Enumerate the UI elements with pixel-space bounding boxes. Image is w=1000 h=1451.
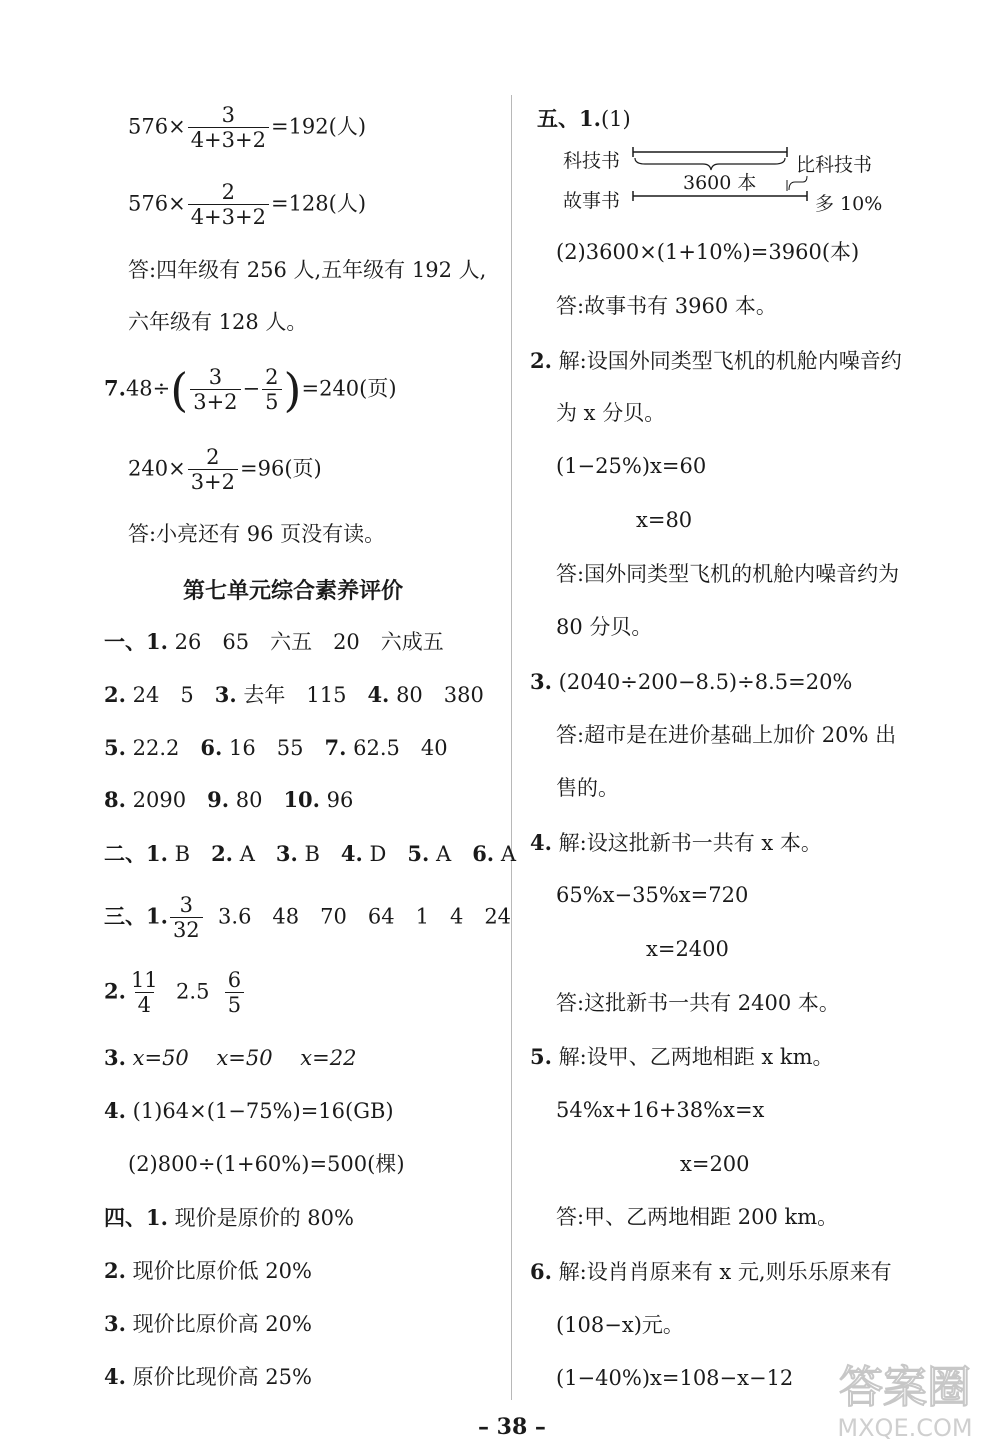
fraction: $\frac{2}{3+2}$ [188, 445, 238, 495]
answer-row: 2. 24 5 3. 去年 115 4. 80 380 [104, 682, 484, 707]
answer-line: 答:故事书有 3960 本。 [556, 294, 777, 318]
svg-text:答案圈: 答案圈 [839, 1362, 971, 1413]
equation-line: x=200 [680, 1152, 750, 1176]
svg-text:MXQE.COM: MXQE.COM [837, 1414, 973, 1442]
answer-row: (2)800÷(1+60%)=500(棵) [128, 1152, 405, 1176]
answer-row: 5. 解:设甲、乙两地相距 x km。 [530, 1044, 834, 1069]
answer-row: 4. 解:设这批新书一共有 x 本。 [530, 830, 822, 855]
answer-line: 六年级有 128 人。 [128, 310, 308, 334]
answer-line: 答:这批新书一共有 2400 本。 [556, 991, 840, 1015]
equation-line: 54%x+16+38%x=x [556, 1098, 765, 1122]
diagram-label-science: 科技书 [563, 150, 621, 172]
equation-line: 65%x−35%x=720 [556, 883, 749, 907]
fraction: $\frac{3}{3+2}$ [190, 365, 240, 415]
answer-row: 一、1. 26 65 六五 20 六成五 [104, 629, 444, 654]
equation-line: (1−25%)x=60 [556, 454, 707, 478]
answer-line: 答:甲、乙两地相距 200 km。 [556, 1205, 839, 1229]
answer-line: 答:国外同类型飞机的机舱内噪音约为 [556, 562, 900, 586]
diagram-lines [625, 140, 885, 210]
answer-line: 80 分贝。 [556, 615, 653, 639]
answer-row: 五、1.(1) [537, 106, 631, 131]
diagram-count: 3600 本 [683, 172, 757, 194]
calc-line-128: 576× $\frac{2}{4+3+2}$ =128(人) [128, 180, 367, 230]
page-number: – 38 – [478, 1414, 546, 1440]
answer-row: 2. 现价比原价低 20% [104, 1258, 312, 1283]
answer-row: 6. 解:设肖肖原来有 x 元,则乐乐原来有 [530, 1259, 892, 1284]
fraction: $\frac{6}{5}$ [225, 968, 244, 1018]
fraction: $\frac{2}{4+3+2}$ [188, 180, 269, 230]
answer-row: (2)3600×(1+10%)=3960(本) [556, 240, 860, 264]
answer-row: 4. 原价比现价高 25% [104, 1364, 312, 1389]
answer-line: 为 x 分贝。 [556, 401, 666, 425]
answer-row: 5. 22.2 6. 16 55 7. 62.5 40 [104, 735, 448, 760]
equation-line: (1−40%)x=108−x−12 [556, 1366, 794, 1390]
answer-row: 3. x=50 x=50 x=22 [104, 1045, 357, 1070]
answer-line: 售的。 [556, 776, 619, 800]
answer-line: (108−x)元。 [556, 1313, 684, 1337]
answer-row: 8. 2090 9. 80 10. 96 [104, 787, 354, 812]
answer-line: 答:四年级有 256 人,五年级有 192 人, [128, 258, 487, 282]
watermark-logo [820, 1350, 990, 1445]
fraction: $\frac{3}{32}$ [170, 893, 203, 943]
answer-row: 二、1. B 2. A 3. B 4. D 5. A 6. A [104, 841, 516, 866]
equation-line: x=2400 [646, 937, 729, 961]
calc-line-96: 240× $\frac{2}{3+2}$ =96(页) [128, 445, 322, 495]
diagram-label-more-2: 多 10% [815, 193, 883, 215]
question-7-line: 7.48÷( $\frac{3}{3+2}$ − $\frac{2}{5}$ )=240(页) [104, 363, 397, 418]
answer-row: 四、1. 现价是原价的 80% [104, 1205, 354, 1230]
answer-row: 3. (2040÷200−8.5)÷8.5=20% [530, 669, 853, 694]
fraction: $\frac{11}{4}$ [130, 968, 158, 1018]
diagram-label-more-1: 比科技书 [796, 154, 873, 176]
answer-row: 2. 解:设国外同类型飞机的机舱内噪音约 [530, 348, 902, 373]
answer-row: 三、1. $\frac{3}{32}$ 3.6 48 70 64 1 4 24 [104, 893, 512, 943]
column-divider [511, 95, 512, 1400]
diagram-label-story: 故事书 [563, 190, 621, 212]
section-title: 第七单元综合素养评价 [183, 579, 404, 604]
equation-line: x=80 [636, 508, 693, 532]
answer-row: 3. 现价比原价高 20% [104, 1311, 312, 1336]
calc-line-192: 576× $\frac{3}{4+3+2}$ =192(人) [128, 103, 367, 153]
answer-line: 答:超市是在进价基础上加价 20% 出 [556, 723, 897, 747]
fraction: $\frac{3}{4+3+2}$ [188, 103, 269, 153]
answer-row: 4. (1)64×(1−75%)=16(GB) [104, 1098, 394, 1123]
fraction: $\frac{2}{5}$ [262, 365, 281, 415]
answer-line: 答:小亮还有 96 页没有读。 [128, 522, 386, 546]
answer-row: 2. $\frac{11}{4}$ 2.5 $\frac{6}{5}$ [104, 968, 246, 1018]
